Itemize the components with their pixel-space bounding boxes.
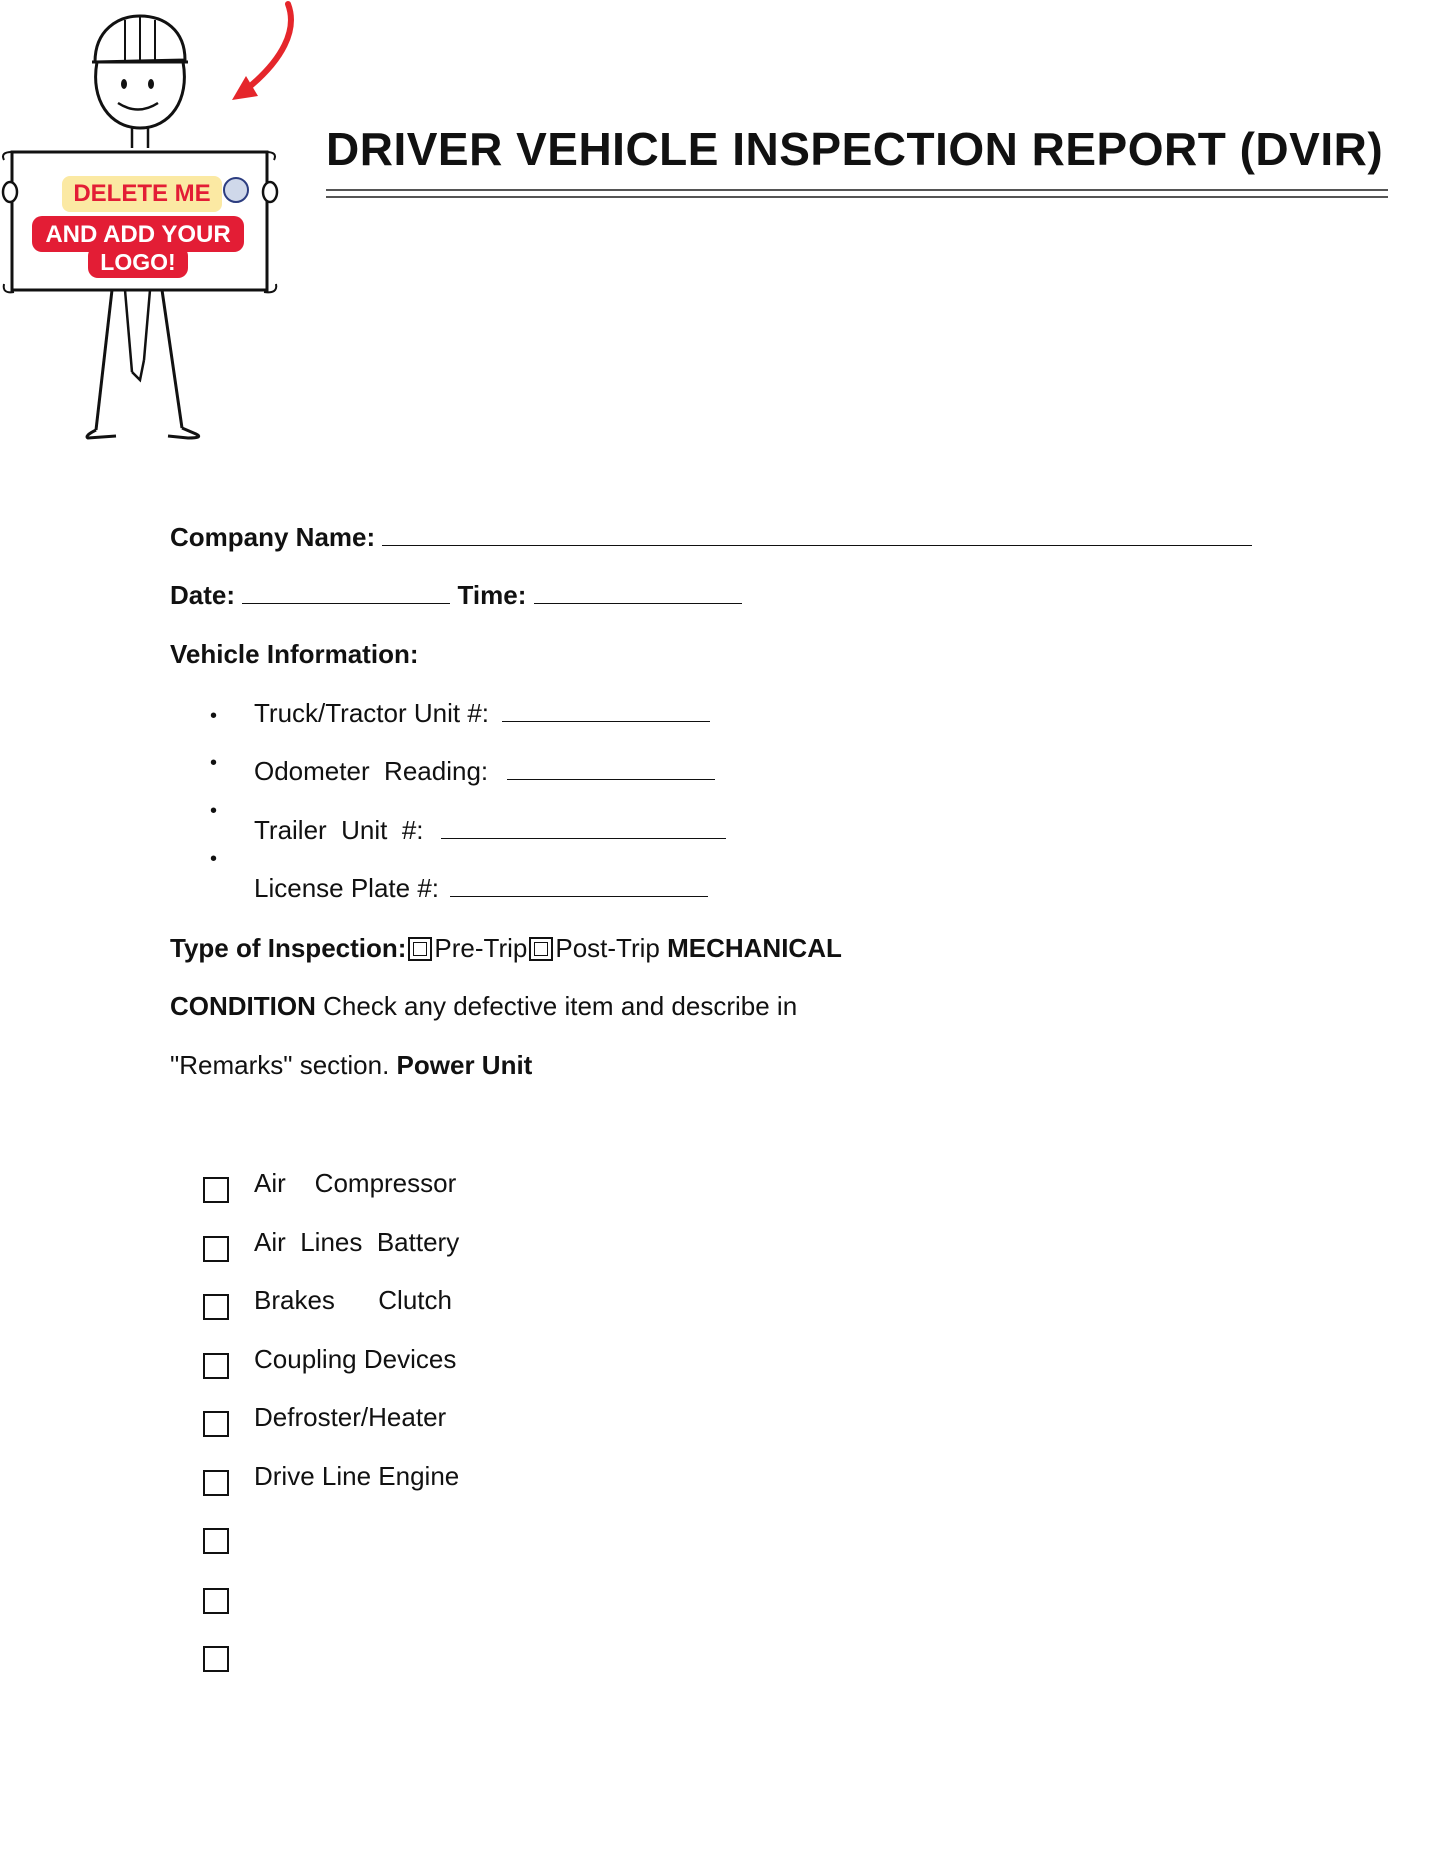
logo-line-3: LOGO!	[100, 249, 176, 275]
post-trip-checkbox[interactable]	[529, 937, 553, 961]
odometer-field[interactable]	[507, 759, 715, 780]
company-name-field[interactable]	[382, 525, 1252, 546]
date-label: Date:	[170, 580, 236, 610]
odometer-label: Odometer Reading:	[254, 756, 489, 786]
checklist-item: Air Lines Battery	[254, 1227, 460, 1257]
badge-icon	[224, 178, 248, 202]
logo-line-2: AND ADD YOUR	[45, 221, 231, 248]
time-field[interactable]	[534, 583, 742, 604]
truck-unit-label: Truck/Tractor Unit #:	[254, 698, 490, 728]
title-rule-bottom	[326, 196, 1388, 198]
inspection-type-row	[170, 933, 842, 964]
date-field[interactable]	[242, 583, 450, 604]
post-trip-label: Post-Trip	[555, 933, 660, 963]
bullet: •	[210, 800, 218, 822]
license-plate-field[interactable]	[450, 876, 708, 897]
vehicle-info-label: Vehicle Information:	[170, 639, 419, 669]
date-time-row	[170, 580, 742, 611]
checklist-item: Drive Line Engine	[254, 1461, 460, 1491]
logo-placeholder	[0, 0, 300, 445]
bullet: •	[210, 752, 218, 774]
company-label: Company Name:	[170, 522, 376, 552]
checklist-checkbox[interactable]	[203, 1528, 229, 1554]
mechanical-heading: MECHANICAL	[667, 933, 842, 963]
truck-unit-field[interactable]	[502, 701, 710, 722]
condition-row	[170, 991, 797, 1022]
page-title: DRIVER VEHICLE INSPECTION REPORT (DVIR)	[326, 123, 1384, 175]
checklist-checkbox[interactable]	[203, 1411, 229, 1437]
bullet: •	[210, 848, 218, 870]
trailer-unit-row	[254, 815, 726, 846]
checklist-checkbox[interactable]	[203, 1588, 229, 1614]
power-unit-heading: Power Unit	[396, 1050, 533, 1080]
checklist-item: Coupling Devices	[254, 1344, 457, 1374]
license-plate-label: License Plate #:	[254, 873, 440, 903]
remarks-text: "Remarks" section.	[170, 1050, 390, 1080]
title-rule-top	[326, 189, 1388, 191]
checklist-item: Air Compressor	[254, 1168, 457, 1198]
bullet: •	[210, 705, 218, 727]
checklist-checkbox[interactable]	[203, 1646, 229, 1672]
trailer-unit-label: Trailer Unit #:	[254, 815, 424, 845]
checklist-checkbox[interactable]	[203, 1470, 229, 1496]
time-label: Time:	[457, 580, 527, 610]
inspection-type-label: Type of Inspection:	[170, 933, 407, 963]
checklist-checkbox[interactable]	[203, 1236, 229, 1262]
logo-line-1: DELETE ME	[73, 180, 211, 207]
truck-unit-row	[254, 698, 710, 729]
odometer-row	[254, 756, 715, 787]
company-row	[170, 522, 1252, 553]
license-plate-row	[254, 873, 708, 904]
checklist-item: Defroster/Heater	[254, 1402, 447, 1432]
checklist-item: Brakes Clutch	[254, 1285, 452, 1315]
remarks-row	[170, 1050, 532, 1081]
trailer-unit-field[interactable]	[441, 818, 726, 839]
pre-trip-checkbox[interactable]	[408, 937, 432, 961]
condition-heading: CONDITION	[170, 991, 316, 1021]
pre-trip-label: Pre-Trip	[434, 933, 528, 963]
condition-instructions: Check any defective item and describe in	[323, 991, 798, 1021]
checklist-checkbox[interactable]	[203, 1294, 229, 1320]
checklist-checkbox[interactable]	[203, 1177, 229, 1203]
checklist-checkbox[interactable]	[203, 1353, 229, 1379]
